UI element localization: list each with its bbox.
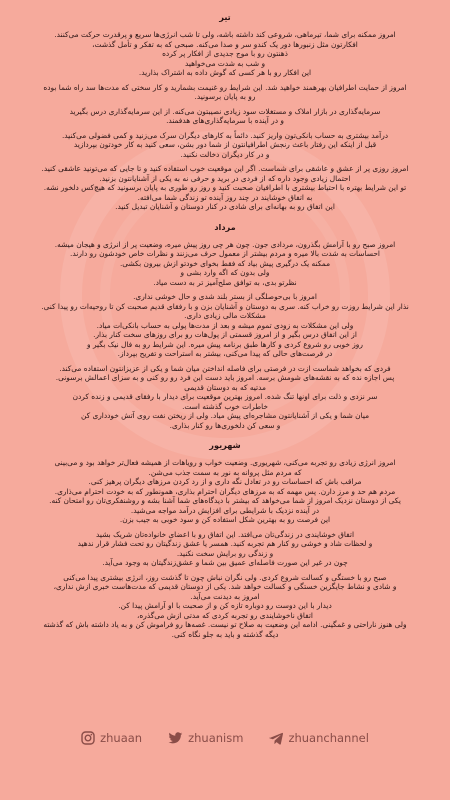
paragraph: امروز روزی پر از عشق و عاشقی برای شماست. اگر این موقعیت خوب استفاده کنید و تا جایی که می‌تونید عاشقی کنید. احتمال زیادی وجود داره که از فردی در برید و حرفی نه به یکی از آشنایانتون بزنید. تو این شرایط بهتره با احتیاط بیشتری با اطرافیان صحبت کنید و روز رو طوری به پایان برسونید که هیچ‌کس دلخور نشه. به اتفاق خوشایند در چند روز آینده تو زندگی شما می‌افته. این اتفاق رو به بهانه‌ای برای شادی در کنار دوستان و آشنایان تبدیل کنید. — [41, 164, 409, 211]
instagram-icon — [81, 731, 95, 745]
section-title: تیر — [219, 12, 231, 22]
section-mordad — [10, 222, 440, 431]
twitter-username: zhuanism — [188, 731, 244, 745]
instagram-handle[interactable] — [81, 731, 142, 745]
section-title: شهریور — [209, 440, 241, 450]
telegram-username: zhuanchannel — [288, 731, 369, 745]
instagram-username: zhuaan — [100, 731, 143, 745]
paragraph: امروز صبح رو با آرامش بگذرون، مردادی جون. چون هر چی روز پیش میره، وضعیت پر از انرژی و هیجان میشه. احساسات به شدت بالا میره و مردم بیشتر از معمول حرف می‌زنند و نظرات خاص خودشون رو دارند. ممکنه یک درگیری پیش بیاد که فقط بخوای خودتو ازش بیرون بکشی. ولی بدون که اگه وارد بشی و نظرتو بدی، به توافق صلح‌آمیز تر به دست میاد. — [54, 239, 396, 287]
paragraph: اتفاق خوشایندی در زندگی‌تان می‌افتد. این اتفاق رو با اعضای خانواده‌تان شریک بشید و لحظات شاد و خوشی رو کنار هم تجربه کنید. همسر یا عشق زندگیتان رو تحت فشار قرار ندهید و زندگی رو برایش سخت نکنید. چون در غیر این صورت فاصله‌ای عمیق بین شما و عشق‌زندگیتان به وجود می‌آید. — [77, 529, 373, 567]
twitter-handle[interactable] — [168, 731, 243, 745]
section-tir — [10, 12, 440, 212]
social-footer — [0, 723, 450, 753]
telegram-icon — [269, 732, 283, 745]
paragraph: امروز با بی‌حوصلگی از بستر بلند شدی و حال خوشی نداری. نذار این شرایط روزت رو خراب کنه. سری به دوستان و آشنایان بزن و با رفقای قدیم صحبت کن تا روحیه‌ات رو پیدا کنی. مشکلات مالی زیادی داری. ولی این مشکلات به زودی تموم میشه و بعد از مدت‌ها پولی به حساب بانکی‌ات میاد. از این اتفاق درس بگیر و از امروز قسمتی از پول‌هات رو برای روزهای سخت کنار بذار. روز خوبی رو شروع کردی و کارها طبق برنامه پیش میره. این شرایط رو به فال نیک بگیر و در فرصت‌های حالی که پیدا می‌کنی، بیشتر به استراحت و تفریح بپرداز. — [41, 292, 409, 358]
paragraph: صبح رو با خستگی و کسالت شروع کردی. ولی نگران نباش چون تا گذشت روز، انرژی بیشتری پیدا می‌کنی و شادی و نشاط جایگزین خستگی و کسالت خواهد شد. یکی از دوستان قدیمی که مدت‌هاست خبری ازش نداری، امروز به دیدنت می‌آید. دیدار با این دوست رو دوباره تازه کن و از صحبت با او آرامش پیدا کن. اتفاق ناخوشایندی رو تجربه کردی که مدتی ازش می‌گذره، ولی هنوز ناراحتی و غمگینی. ادامه این وضعیت به صلاح تو نیست. غصه‌ها رو فراموش کن و به یاد داشته باش که گذشته دیگه گذشته و باید به جلو نگاه کنی. — [43, 572, 407, 639]
section-shahrivar — [10, 440, 440, 639]
paragraph: سرمایه‌گذاری در بازار املاک و مستغلات سود زیادی نصیبتون می‌کنه. از این سرمایه‌گذاری درس بگیرید و در آینده با سرمایه‌گذاری‌های هدفمند. — [69, 106, 381, 125]
paragraph: امروز انرژی زیادی رو تجربه می‌کنی، شهریوری. وضعیت خواب و رویاهات از همیشه فعال‌تر خواهد بود و می‌بینی که مردم مثل پروانه به نور به سمت جذب می‌شن. مراقب باش که احساسات رو در تعادل نگه داری و از رد کردن مرزهای دیگران پرهیز کنی. مردم هم حد و مرز دارن. پس مهمه که به مرزهای دیگران احترام بذاری، همونطور که به خودت احترام می‌ذاری. یکی از دوستان نزدیک امروز از شما می‌خواهد که بیشتر با دیدگاه‌های شما آشنا بشه و روشنفکری‌تان رو امتحان کنه. در آینده نزدیک با شرایطی برای افزایش درآمد مواجه می‌شید. این فرصت رو به بهترین شکل استفاده کن و سود خوبی به جیب بزن. — [49, 458, 401, 524]
horoscope-content — [10, 10, 440, 720]
paragraph: فردی که بخواهد شماست ازت در فرصتی برای فاصله انداختن میان شما و یکی از عزیزانتون استفاده می‌کند. پس اجازه نده که به نقشه‌های شومش برسه. امروز باید دست این فرد رو رو کنی و به سزای اعمالش برسونی. مدتیه که به دوستان قدیمی سر نزدی و ذلت برای اونها تنگ شده. امروز بهترین موقعیت برای دیدار با رفقای قدیمی و زنده کردن خاطرات خوب گذشته است. میان شما و یکی از آشنایانتون مشاجره‌ای پیش میاد. ولی از ریختن نفت روی آتش خودداری کن و سعی کن دلخوری‌ها رو کنار بذاری. — [55, 363, 395, 430]
section-title: مرداد — [214, 221, 236, 232]
paragraph: امروز ممکنه برای شما، تیرماهی، شروعی کند داشته باشه، ولی تا شب انرژی‌ها سریع و پرقدرت حرکت می‌کنند. افکارتون مثل زنبورها دور یک کندو سر و صدا می‌کنه. صبحی که به تفکر و تأمل گذشت، ذهنتون رو با موج جدیدی از افکار پر کرده و شب به شدت می‌خواهید این افکار رو با هر کسی که گوش داده به اشتراک بذارید. — [54, 30, 396, 77]
paragraph: درآمد بیشتری به حساب بانکی‌تون واریز کنید. دائماً به کارهای دیگران سرک می‌زنید و کمی فضولی می‌کنید. قبل از اینکه این رفتار باعث رنجش اطرافیانتون از شما دور بشن، سعی کنید به کار خودتون بپردازید و در کار دیگران دخالت نکنید. — [61, 130, 389, 159]
twitter-icon — [168, 732, 183, 745]
paragraph: امروز از حمایت اطرافیان بهرهمند خواهید شد. این شرایط رو غنیمت بشمارید و کار سختی که مدت‌ها سد راه شما بوده رو به پایان برسونید. — [43, 82, 407, 101]
telegram-handle[interactable] — [269, 731, 368, 745]
